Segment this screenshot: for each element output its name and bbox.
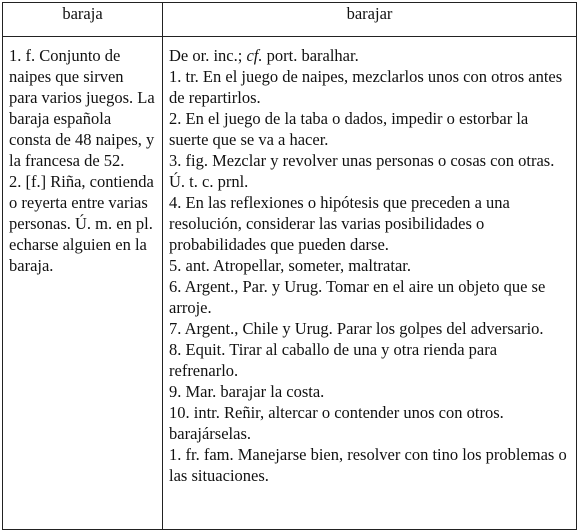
etymology-rest: port. baralhar. [262,46,359,65]
barajar-sense-4: 4. En las reflexiones o hipótesis que preceden a una resolución, considerar las varias posibilidades o probabilidades que pueden darse. [169,193,510,254]
barajar-sense-5: 5. ant. Atropellar, someter, maltratar. [169,256,411,275]
entry-row [3,37,577,530]
phrase-sense-1: 1. fr. fam. Manejarse bien, resolver con tino los problemas o las situaciones. [169,445,567,485]
barajar-sense-1: 1. tr. En el juego de naipes, mezclarlos unos con otros antes de repartirlos. [169,67,563,107]
etymology [169,45,570,66]
baraja-sense-2: 2. [f.] Riña, contienda o reyerta entre varias personas. Ú. m. en pl. echarse alguien en la baraja. [9,172,154,275]
barajar-sense-7: 7. Argent., Chile y Urug. Parar los golpes del adversario. [169,319,544,338]
header-barajar: barajar [163,3,577,37]
baraja-sense-1: 1. f. Conjunto de naipes que sirven para varios juegos. La baraja española consta de 48 naipes, y la francesa de 52. [9,46,155,170]
header-baraja: baraja [3,3,163,37]
etymology-prefix: De or. inc.; [169,46,247,65]
barajar-sense-3: 3. fig. Mezclar y revolver unas personas o cosas con otras. Ú. t. c. prnl. [169,151,555,191]
barajar-definitions [163,37,577,530]
barajar-sense-9: 9. Mar. barajar la costa. [169,382,325,401]
phrase-heading: barajárselas. [169,424,251,443]
barajar-sense-10: 10. intr. Reñir, altercar o contender unos con otros. [169,403,504,422]
barajar-sense-6: 6. Argent., Par. y Urug. Tomar en el aire un objeto que se arroje. [169,277,546,317]
etymology-cf: cf. [246,46,263,65]
baraja-definitions [3,37,163,530]
header-row [3,3,577,37]
dictionary-table [2,2,577,530]
barajar-sense-8: 8. Equit. Tirar al caballo de una y otra rienda para refrenarlo. [169,340,498,380]
barajar-sense-2: 2. En el juego de la taba o dados, impedir o estorbar la suerte que se va a hacer. [169,109,529,149]
